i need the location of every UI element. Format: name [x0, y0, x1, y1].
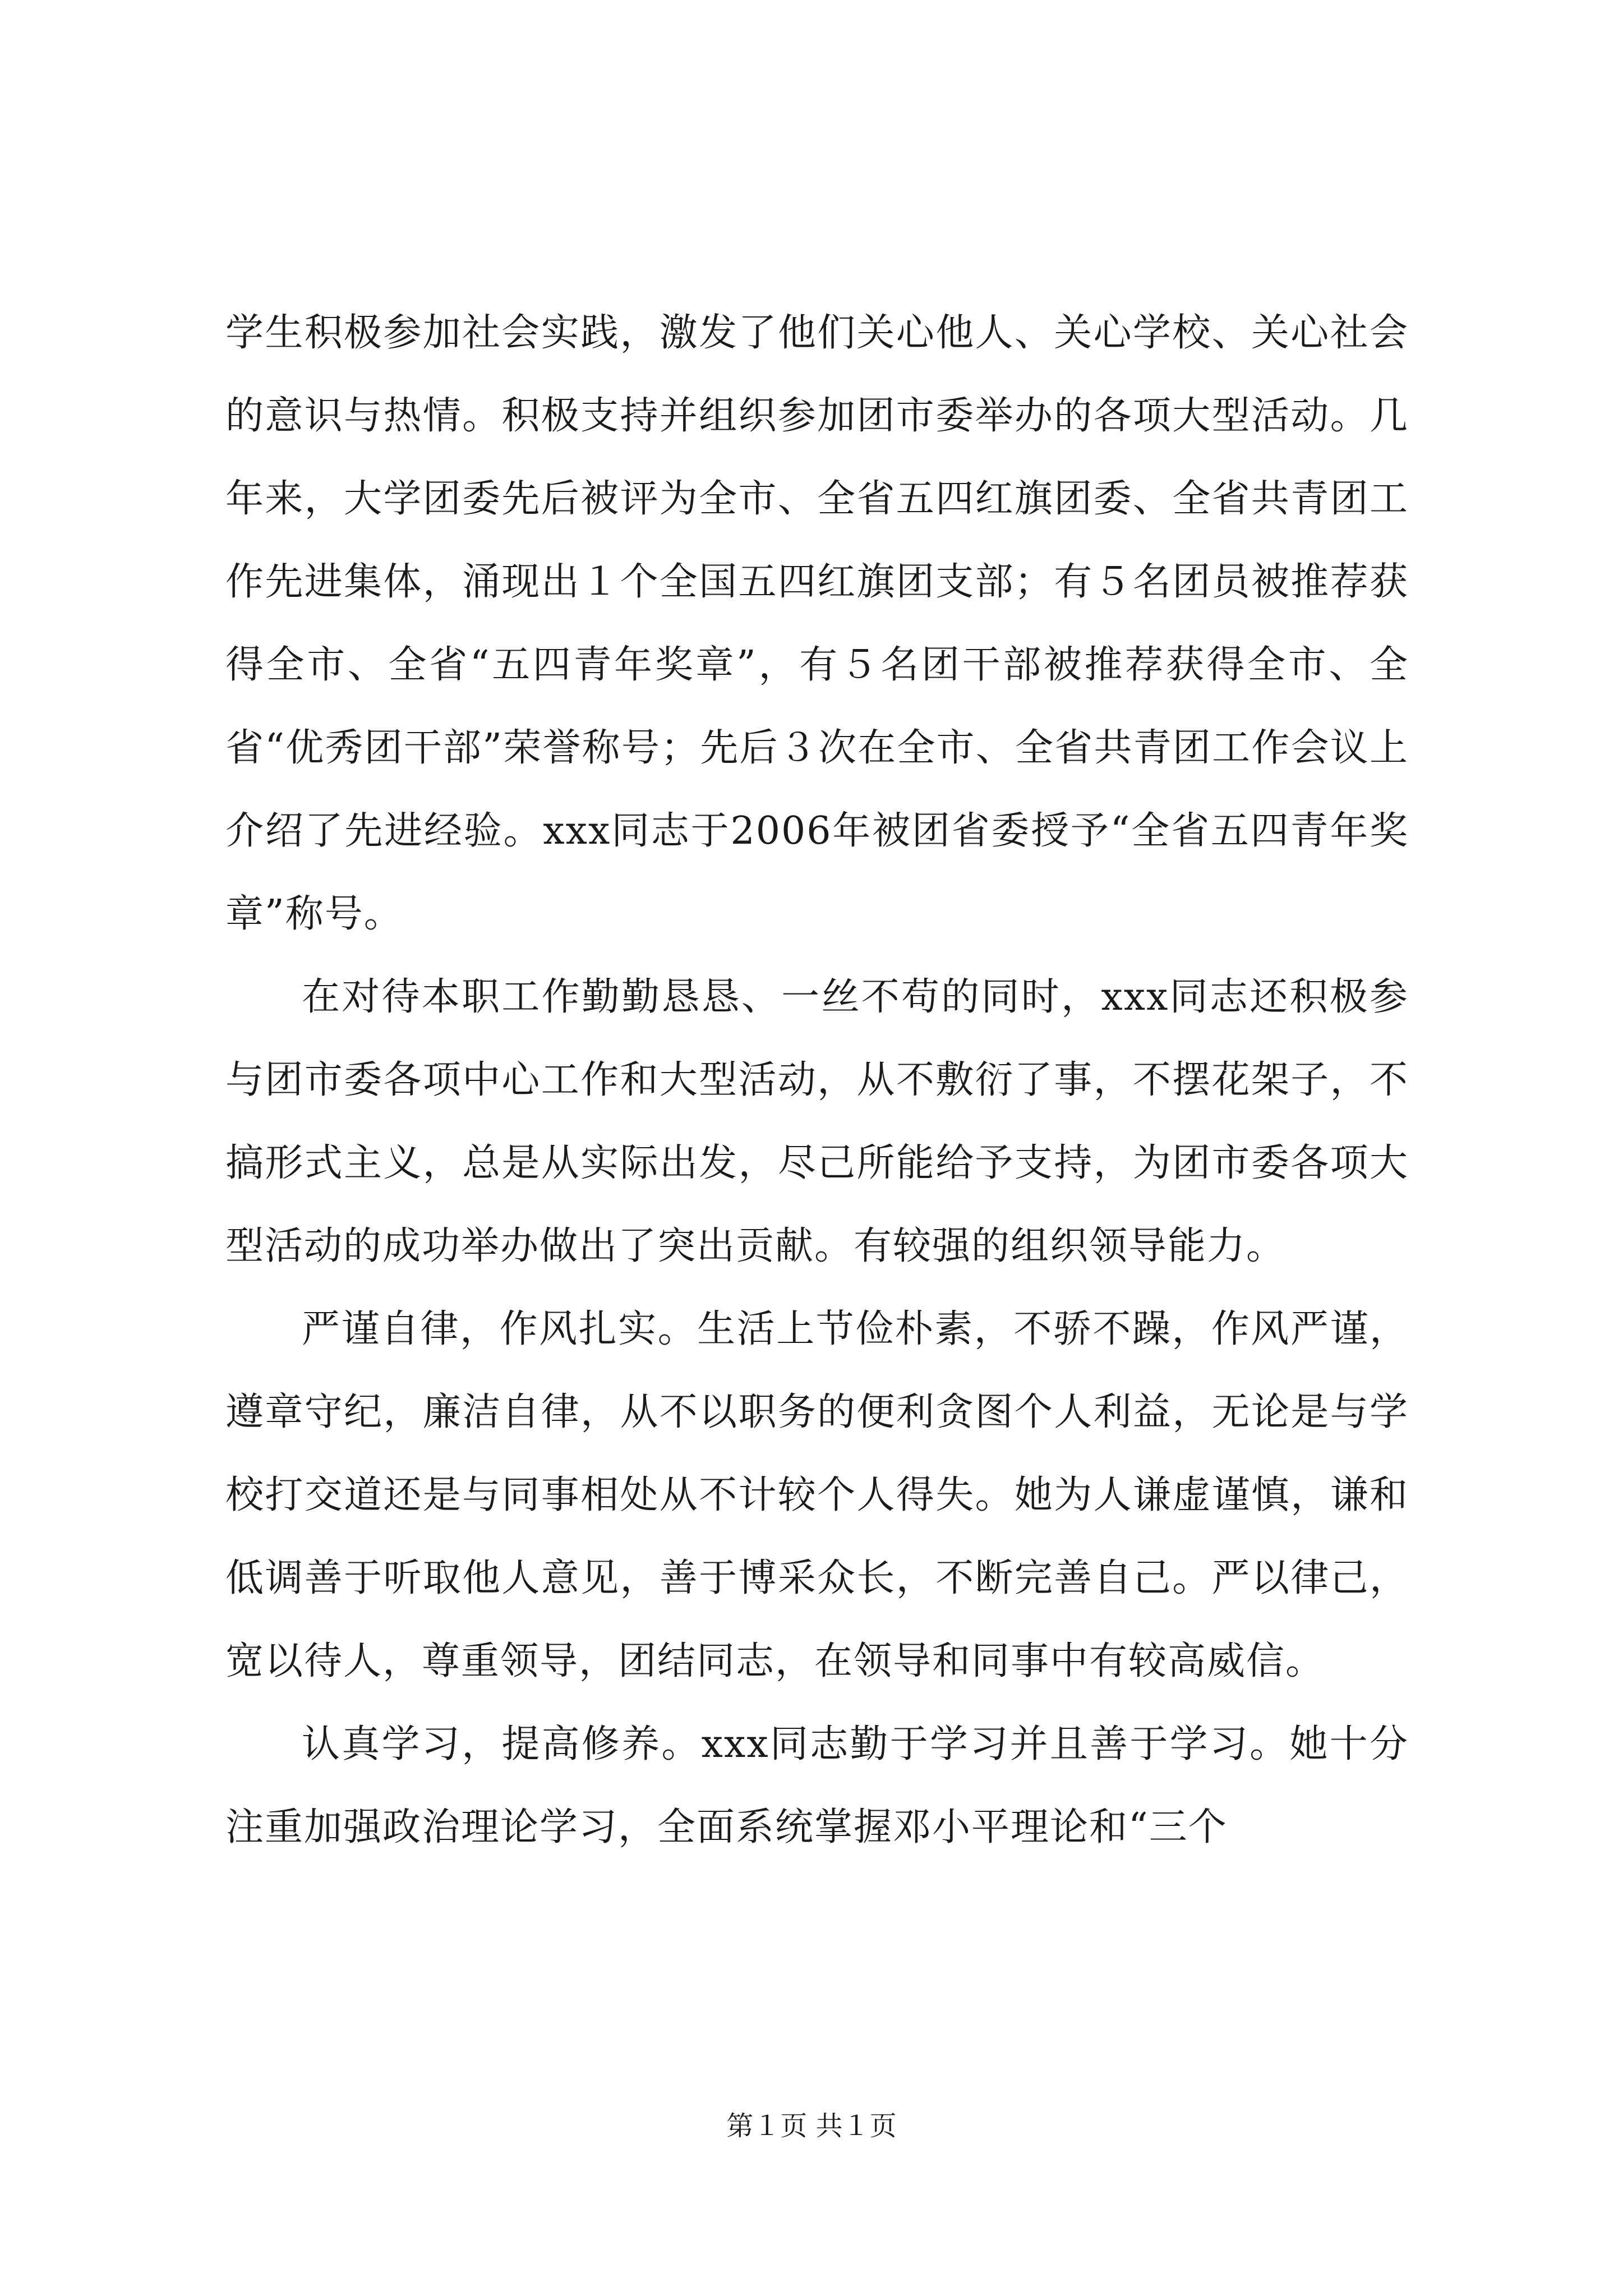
paragraph-3: 严谨自律，作风扎实。生活上节俭朴素，不骄不躁，作风严谨，遵章守纪，廉洁自律，从不以职务的便利贪图个人利益，无论是与学校打交道还是与同事相处从不计较个人得失。她为人谦虚谨慎，谦和低调善于听取他人意见，善于博采众长，不断完善自己。严以律己，宽以待人，尊重领导，团结同志，在领导和同事中有较高威信。	[225, 1307, 1409, 1683]
paragraph-1: 学生积极参加社会实践，激发了他们关心他人、关心学校、关心社会的意识与热情。积极支持并组织参加团市委举办的各项大型活动。几年来，大学团委先后被评为全市、全省五四红旗团委、全省共青团工作先进集体，涌现出１个全国五四红旗团支部；有５名团员被推荐获得全市、全省“五四青年奖章”，有５名团干部被推荐获得全市、全省“优秀团干部”荣誉称号；先后３次在全市、全省共青团工作会议上介绍了先进经验。xxx同志于2006年被团省委授予“全省五四青年奖章”称号。	[225, 311, 1409, 936]
page-footer: 第１页 共１页	[726, 2110, 897, 2142]
document-body	[225, 292, 1409, 1869]
paragraph-4: 认真学习，提高修养。xxx同志勤于学习并且善于学习。她十分注重加强政治理论学习，全面系统掌握邓小平理论和“三个	[225, 1722, 1409, 1849]
paragraph-2: 在对待本职工作勤勤恳恳、一丝不苟的同时，xxx同志还积极参与团市委各项中心工作和大型活动，从不敷衍了事，不摆花架子，不搞形式主义，总是从实际出发，尽己所能给予支持，为团市委各项大型活动的成功举办做出了突出贡献。有较强的组织领导能力。	[225, 975, 1409, 1268]
